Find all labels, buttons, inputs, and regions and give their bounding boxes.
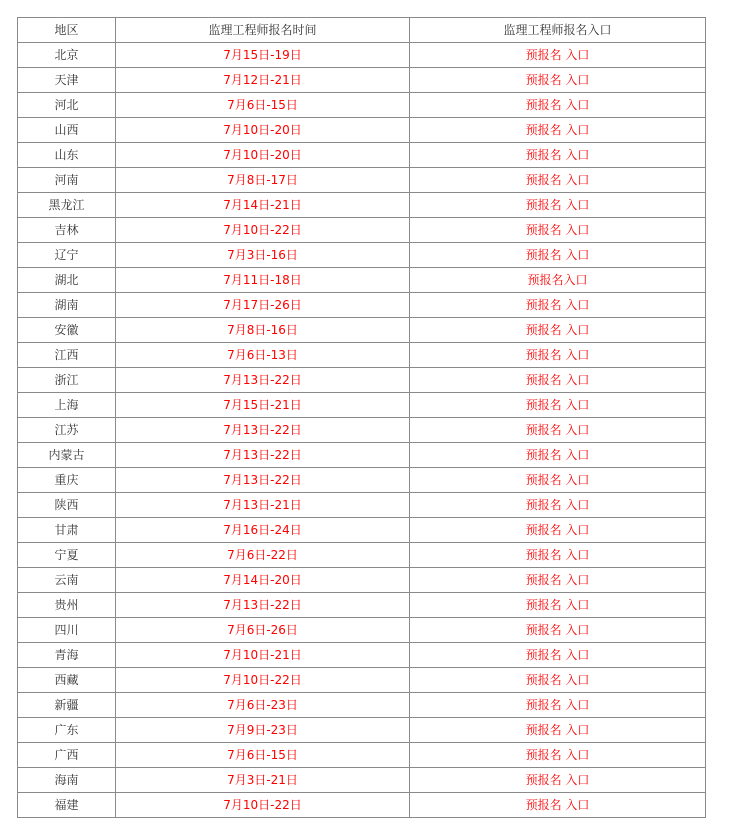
region-cell: 吉林: [18, 218, 116, 243]
region-cell: 河北: [18, 93, 116, 118]
registration-time-cell: 7月6日-15日: [116, 743, 410, 768]
registration-entry-cell: [410, 693, 706, 718]
registration-time-cell: 7月11日-18日: [116, 268, 410, 293]
registration-entry-cell: [410, 518, 706, 543]
region-cell: 福建: [18, 793, 116, 818]
registration-entry-cell: [410, 218, 706, 243]
registration-entry-cell: [410, 193, 706, 218]
registration-time-cell: 7月9日-23日: [116, 718, 410, 743]
registration-entry-cell: [410, 643, 706, 668]
registration-entry-cell: [410, 618, 706, 643]
pre-registration-entry-link[interactable]: 预报名 入口: [525, 123, 590, 137]
registration-time-cell: 7月16日-24日: [116, 518, 410, 543]
table-row: [18, 118, 706, 143]
region-cell: 湖北: [18, 268, 116, 293]
header-row: [18, 18, 706, 43]
pre-registration-entry-link[interactable]: 预报名 入口: [525, 323, 590, 337]
region-cell: 上海: [18, 393, 116, 418]
pre-registration-entry-link[interactable]: 预报名 入口: [525, 673, 590, 687]
registration-entry-cell: [410, 343, 706, 368]
registration-entry-cell: [410, 543, 706, 568]
registration-time-cell: 7月12日-21日: [116, 68, 410, 93]
registration-table-container: [17, 17, 706, 818]
table-row: [18, 268, 706, 293]
table-row: [18, 768, 706, 793]
table-row: [18, 718, 706, 743]
registration-entry-cell: [410, 568, 706, 593]
registration-time-cell: 7月13日-22日: [116, 418, 410, 443]
table-row: [18, 43, 706, 68]
table-row: [18, 793, 706, 818]
header-registration-entry: 监理工程师报名入口: [410, 18, 706, 43]
table-row: [18, 518, 706, 543]
registration-time-cell: 7月6日-26日: [116, 618, 410, 643]
region-cell: 北京: [18, 43, 116, 68]
pre-registration-entry-link[interactable]: 预报名 入口: [525, 348, 590, 362]
table-row: [18, 368, 706, 393]
table-row: [18, 343, 706, 368]
table-row: [18, 318, 706, 343]
pre-registration-entry-link[interactable]: 预报名 入口: [525, 623, 590, 637]
table-row: [18, 468, 706, 493]
registration-time-cell: 7月8日-16日: [116, 318, 410, 343]
registration-time-cell: 7月13日-22日: [116, 468, 410, 493]
pre-registration-entry-link[interactable]: 预报名 入口: [525, 598, 590, 612]
pre-registration-entry-link[interactable]: 预报名 入口: [525, 498, 590, 512]
table-row: [18, 168, 706, 193]
region-cell: 湖南: [18, 293, 116, 318]
region-cell: 天津: [18, 68, 116, 93]
table-header: [18, 18, 706, 43]
region-cell: 云南: [18, 568, 116, 593]
table-body: [18, 43, 706, 818]
region-cell: 甘肃: [18, 518, 116, 543]
region-cell: 西藏: [18, 668, 116, 693]
pre-registration-entry-link[interactable]: 预报名 入口: [525, 698, 590, 712]
registration-time-cell: 7月14日-20日: [116, 568, 410, 593]
pre-registration-entry-link[interactable]: 预报名 入口: [525, 48, 590, 62]
header-registration-time: 监理工程师报名时间: [116, 18, 410, 43]
registration-entry-cell: [410, 743, 706, 768]
pre-registration-entry-link[interactable]: 预报名 入口: [525, 73, 590, 87]
registration-time-cell: 7月10日-22日: [116, 793, 410, 818]
registration-entry-cell: [410, 318, 706, 343]
registration-time-cell: 7月10日-20日: [116, 143, 410, 168]
registration-time-cell: 7月15日-19日: [116, 43, 410, 68]
registration-entry-cell: [410, 668, 706, 693]
pre-registration-entry-link[interactable]: 预报名 入口: [525, 423, 590, 437]
table-row: [18, 443, 706, 468]
registration-table: [17, 17, 706, 818]
pre-registration-entry-link[interactable]: 预报名 入口: [525, 473, 590, 487]
registration-time-cell: 7月15日-21日: [116, 393, 410, 418]
pre-registration-entry-link[interactable]: 预报名 入口: [525, 148, 590, 162]
registration-time-cell: 7月14日-21日: [116, 193, 410, 218]
region-cell: 黑龙江: [18, 193, 116, 218]
registration-entry-cell: [410, 93, 706, 118]
pre-registration-entry-link[interactable]: 预报名 入口: [525, 398, 590, 412]
region-cell: 广西: [18, 743, 116, 768]
pre-registration-entry-link[interactable]: 预报名 入口: [525, 748, 590, 762]
table-row: [18, 693, 706, 718]
table-row: [18, 543, 706, 568]
registration-entry-cell: [410, 493, 706, 518]
registration-time-cell: 7月17日-26日: [116, 293, 410, 318]
pre-registration-entry-link[interactable]: 预报名 入口: [525, 448, 590, 462]
pre-registration-entry-link[interactable]: 预报名 入口: [525, 773, 590, 787]
pre-registration-entry-link[interactable]: 预报名 入口: [525, 723, 590, 737]
region-cell: 内蒙古: [18, 443, 116, 468]
registration-entry-cell: [410, 68, 706, 93]
registration-time-cell: 7月10日-20日: [116, 118, 410, 143]
registration-entry-cell: [410, 793, 706, 818]
table-row: [18, 293, 706, 318]
registration-time-cell: 7月13日-22日: [116, 593, 410, 618]
registration-entry-cell: [410, 443, 706, 468]
registration-time-cell: 7月13日-21日: [116, 493, 410, 518]
registration-entry-cell: [410, 118, 706, 143]
pre-registration-entry-link[interactable]: 预报名 入口: [525, 223, 590, 237]
region-cell: 浙江: [18, 368, 116, 393]
pre-registration-entry-link[interactable]: 预报名入口: [527, 273, 588, 287]
registration-time-cell: 7月10日-22日: [116, 218, 410, 243]
table-row: [18, 93, 706, 118]
region-cell: 辽宁: [18, 243, 116, 268]
registration-entry-cell: [410, 718, 706, 743]
table-row: [18, 193, 706, 218]
registration-entry-cell: [410, 468, 706, 493]
registration-entry-cell: [410, 368, 706, 393]
pre-registration-entry-link[interactable]: 预报名 入口: [525, 548, 590, 562]
region-cell: 安徽: [18, 318, 116, 343]
registration-entry-cell: [410, 168, 706, 193]
region-cell: 宁夏: [18, 543, 116, 568]
table-row: [18, 618, 706, 643]
table-row: [18, 743, 706, 768]
registration-entry-cell: [410, 143, 706, 168]
region-cell: 陕西: [18, 493, 116, 518]
registration-time-cell: 7月3日-21日: [116, 768, 410, 793]
registration-entry-cell: [410, 393, 706, 418]
region-cell: 贵州: [18, 593, 116, 618]
pre-registration-entry-link[interactable]: 预报名 入口: [525, 523, 590, 537]
table-row: [18, 568, 706, 593]
registration-time-cell: 7月6日-15日: [116, 93, 410, 118]
registration-entry-cell: [410, 418, 706, 443]
table-row: [18, 143, 706, 168]
region-cell: 山西: [18, 118, 116, 143]
pre-registration-entry-link[interactable]: 预报名 入口: [525, 798, 590, 812]
table-row: [18, 493, 706, 518]
table-row: [18, 243, 706, 268]
header-region: 地区: [18, 18, 116, 43]
registration-time-cell: 7月6日-22日: [116, 543, 410, 568]
pre-registration-entry-link[interactable]: 预报名 入口: [525, 248, 590, 262]
region-cell: 河南: [18, 168, 116, 193]
region-cell: 江西: [18, 343, 116, 368]
pre-registration-entry-link[interactable]: 预报名 入口: [525, 98, 590, 112]
table-row: [18, 418, 706, 443]
table-row: [18, 393, 706, 418]
pre-registration-entry-link[interactable]: 预报名 入口: [525, 298, 590, 312]
table-row: [18, 218, 706, 243]
pre-registration-entry-link[interactable]: 预报名 入口: [525, 573, 590, 587]
registration-entry-cell: [410, 43, 706, 68]
region-cell: 海南: [18, 768, 116, 793]
registration-entry-cell: [410, 293, 706, 318]
registration-time-cell: 7月6日-23日: [116, 693, 410, 718]
registration-time-cell: 7月10日-21日: [116, 643, 410, 668]
registration-entry-cell: [410, 243, 706, 268]
registration-entry-cell: [410, 268, 706, 293]
region-cell: 新疆: [18, 693, 116, 718]
pre-registration-entry-link[interactable]: 预报名 入口: [525, 173, 590, 187]
table-row: [18, 643, 706, 668]
region-cell: 重庆: [18, 468, 116, 493]
pre-registration-entry-link[interactable]: 预报名 入口: [525, 198, 590, 212]
registration-time-cell: 7月6日-13日: [116, 343, 410, 368]
registration-time-cell: 7月8日-17日: [116, 168, 410, 193]
registration-entry-cell: [410, 593, 706, 618]
registration-time-cell: 7月13日-22日: [116, 368, 410, 393]
region-cell: 四川: [18, 618, 116, 643]
registration-entry-cell: [410, 768, 706, 793]
registration-time-cell: 7月3日-16日: [116, 243, 410, 268]
pre-registration-entry-link[interactable]: 预报名 入口: [525, 373, 590, 387]
table-row: [18, 68, 706, 93]
region-cell: 青海: [18, 643, 116, 668]
region-cell: 山东: [18, 143, 116, 168]
registration-time-cell: 7月10日-22日: [116, 668, 410, 693]
region-cell: 江苏: [18, 418, 116, 443]
region-cell: 广东: [18, 718, 116, 743]
table-row: [18, 593, 706, 618]
table-row: [18, 668, 706, 693]
registration-time-cell: 7月13日-22日: [116, 443, 410, 468]
pre-registration-entry-link[interactable]: 预报名 入口: [525, 648, 590, 662]
